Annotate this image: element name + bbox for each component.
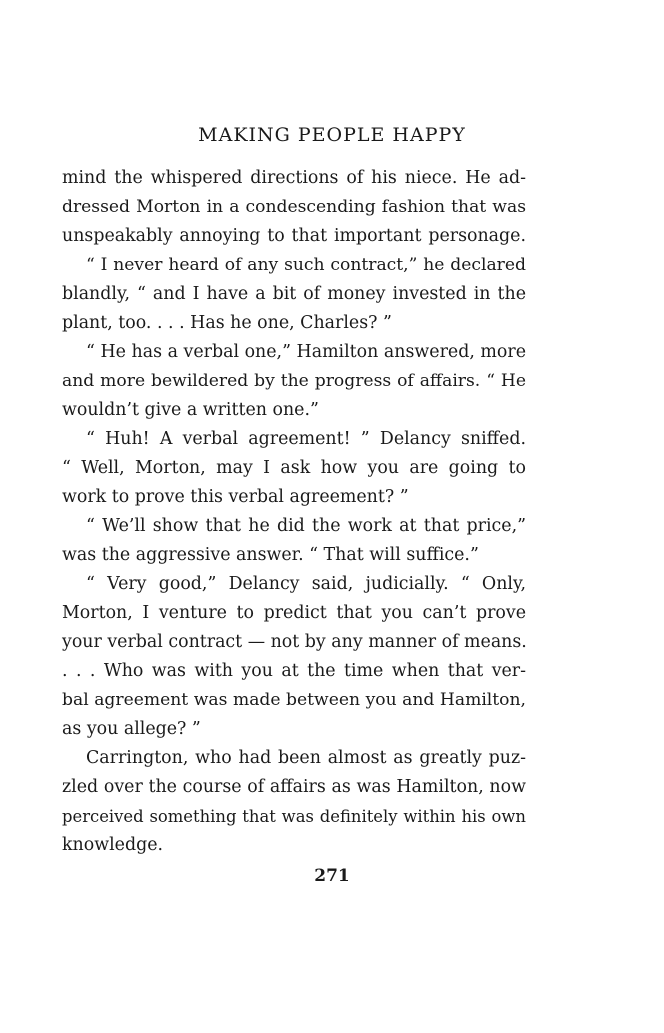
text-line: work to prove this verbal agreement? ” — [62, 487, 409, 507]
body-text — [62, 164, 526, 860]
text-line: “ Very good,” Delancy said, judicially. “ Only, — [86, 574, 526, 594]
text-line: knowledge. — [62, 835, 164, 855]
text-line: zled over the course of affairs as was Hamilton, now — [62, 777, 526, 797]
text-line: “ We’ll show that he did the work at that price,” — [86, 516, 526, 536]
text-line: and more bewildered by the progress of affairs. “ He — [62, 371, 526, 391]
text-line: perceived something that was definitely within his own — [62, 807, 526, 826]
text-line: blandly, “ and I have a bit of money invested in the — [62, 284, 526, 304]
text-line: Morton, I venture to predict that you can’t prove — [62, 603, 526, 623]
text-line: “ Huh! A verbal agreement! ” Delancy sniffed. — [86, 429, 526, 449]
text-line: unspeakably annoying to that important personage. — [62, 226, 526, 246]
text-line: “ I never heard of any such contract,” he declared — [86, 255, 526, 275]
text-line: as you allege? ” — [62, 719, 201, 739]
text-line: was the aggressive answer. “ That will suffice.” — [62, 545, 479, 565]
text-line: “ He has a verbal one,” Hamilton answered, more — [86, 342, 526, 362]
text-line: mind the whispered directions of his niece. He ad- — [62, 168, 526, 188]
text-line: wouldn’t give a written one.” — [62, 400, 319, 420]
text-line: . . . Who was with you at the time when that ver- — [62, 661, 526, 681]
text-line: bal agreement was made between you and Hamilton, — [62, 690, 526, 710]
text-line: dressed Morton in a condescending fashion that was — [62, 197, 526, 217]
text-line: “ Well, Morton, may I ask how you are going to — [62, 458, 526, 478]
page-number: 271 — [314, 866, 350, 886]
running-head: MAKING PEOPLE HAPPY — [198, 124, 466, 146]
text-line: Carrington, who had been almost as greatly puz- — [86, 748, 526, 768]
text-line: your verbal contract — not by any manner of means. — [62, 632, 527, 652]
text-line: plant, too. . . . Has he one, Charles? ” — [62, 313, 392, 333]
